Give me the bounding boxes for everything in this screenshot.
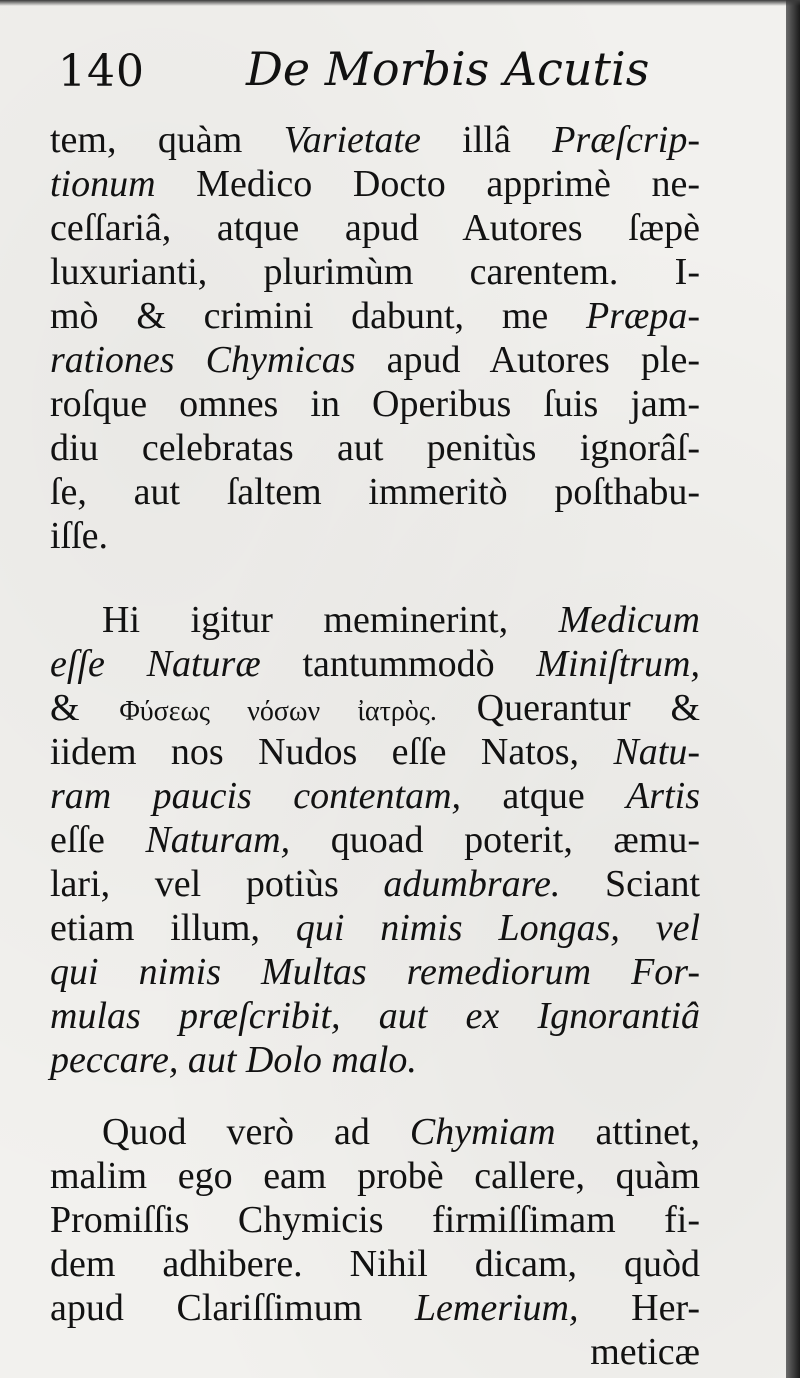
text-line bbox=[50, 1154, 700, 1198]
roman-text: tantummodò bbox=[260, 643, 537, 685]
page-edge-shadow bbox=[786, 0, 800, 1378]
text-line bbox=[50, 906, 700, 950]
roman-text: eſſe bbox=[50, 819, 146, 861]
roman-text: lari, vel potiùs bbox=[50, 863, 384, 905]
roman-text: apud Clariſſimum bbox=[50, 1287, 415, 1329]
roman-text: Medico Docto apprimè ne- bbox=[155, 163, 700, 205]
italic-text: peccare, aut Dolo malo. bbox=[50, 1039, 417, 1081]
roman-text: tem, quàm bbox=[50, 119, 284, 161]
text-line bbox=[50, 730, 700, 774]
page-number: 140 bbox=[58, 46, 145, 97]
italic-text: Præpa- bbox=[586, 295, 700, 337]
text-line bbox=[50, 514, 700, 558]
roman-text: illâ bbox=[420, 119, 553, 161]
text-line bbox=[50, 686, 700, 730]
text-line bbox=[50, 818, 700, 862]
italic-text: qui nimis Longas, vel bbox=[295, 907, 700, 949]
roman-text: Promiſſis Chymicis firmiſſimam fi- bbox=[50, 1199, 700, 1241]
italic-text: Natu- bbox=[613, 731, 700, 773]
roman-text: Quod verò ad bbox=[102, 1111, 410, 1153]
text-line bbox=[50, 338, 700, 382]
greek-phrase: Φύσεως νόσων ἰατρὸς. bbox=[119, 696, 437, 727]
text-line bbox=[50, 862, 700, 906]
text-line bbox=[50, 598, 700, 642]
roman-text: etiam illum, bbox=[50, 907, 296, 949]
italic-text: Artis bbox=[626, 775, 700, 817]
roman-text: iſſe. bbox=[50, 515, 109, 557]
roman-text: Hi igitur meminerint, bbox=[102, 599, 559, 641]
text-line bbox=[50, 250, 700, 294]
text-line bbox=[50, 642, 700, 686]
italic-text: Præſcrip- bbox=[552, 119, 700, 161]
text-line bbox=[50, 1330, 700, 1374]
text-line bbox=[50, 206, 700, 250]
running-head: De Morbis Acutis bbox=[246, 42, 650, 96]
text-line bbox=[50, 382, 700, 426]
italic-text: mulas præſcribit, aut ex Ignorantiâ bbox=[50, 995, 700, 1037]
text-line bbox=[50, 774, 700, 818]
roman-text: ceſſariâ, atque apud Autores ſæpè bbox=[50, 207, 700, 249]
roman-text: Her- bbox=[578, 1287, 701, 1329]
roman-text: roſque omnes in Operibus ſuis jam- bbox=[50, 383, 700, 425]
text-line bbox=[50, 950, 700, 994]
roman-text: dem adhibere. Nihil dicam, quòd bbox=[50, 1243, 700, 1285]
italic-text: Miniſtrum, bbox=[536, 643, 700, 685]
roman-text: Sciant bbox=[560, 863, 700, 905]
italic-text: Chymiam bbox=[409, 1111, 556, 1153]
roman-text: ſe, aut ſaltem immeritò poſthabu- bbox=[50, 471, 700, 513]
text-line bbox=[50, 1038, 700, 1082]
italic-text: ram paucis contentam, bbox=[50, 775, 462, 817]
italic-text: Medicum bbox=[558, 599, 700, 641]
text-line bbox=[50, 1110, 700, 1154]
roman-text: quoad poterit, æmu- bbox=[290, 819, 700, 861]
roman-text: & bbox=[50, 687, 120, 729]
roman-text: iidem nos Nudos eſſe Natos, bbox=[50, 731, 614, 773]
page-top-shadow bbox=[0, 0, 800, 6]
italic-text: adumbrare. bbox=[383, 863, 561, 905]
roman-text: mò & crimini dabunt, me bbox=[50, 295, 586, 337]
roman-text: malim ego eam probè callere, quàm bbox=[50, 1155, 700, 1197]
text-line bbox=[50, 118, 700, 162]
text-line bbox=[50, 1286, 700, 1330]
text-line bbox=[50, 470, 700, 514]
text-line bbox=[50, 1198, 700, 1242]
roman-text: Querantur & bbox=[436, 687, 700, 729]
italic-text: Lemerium, bbox=[414, 1287, 579, 1329]
roman-text: apud Autores ple- bbox=[355, 339, 700, 381]
roman-text: meticæ bbox=[590, 1331, 700, 1373]
italic-text: Varietate bbox=[283, 119, 421, 161]
roman-text: diu celebratas aut penitùs ignorâſ- bbox=[50, 427, 700, 469]
text-line bbox=[50, 994, 700, 1038]
italic-text: qui nimis Multas remediorum For- bbox=[50, 951, 700, 993]
italic-text: Naturam, bbox=[145, 819, 291, 861]
italic-text: tionum bbox=[50, 163, 156, 205]
text-line bbox=[50, 162, 700, 206]
text-line bbox=[50, 426, 700, 470]
text-line bbox=[50, 294, 700, 338]
roman-text: atque bbox=[461, 775, 627, 817]
text-line bbox=[50, 1242, 700, 1286]
roman-text: attinet, bbox=[555, 1111, 700, 1153]
page-header bbox=[58, 40, 698, 100]
italic-text: eſſe Naturæ bbox=[50, 643, 261, 685]
italic-text: rationes Chymicas bbox=[50, 339, 356, 381]
roman-text: luxurianti, plurimùm carentem. I- bbox=[50, 251, 700, 293]
